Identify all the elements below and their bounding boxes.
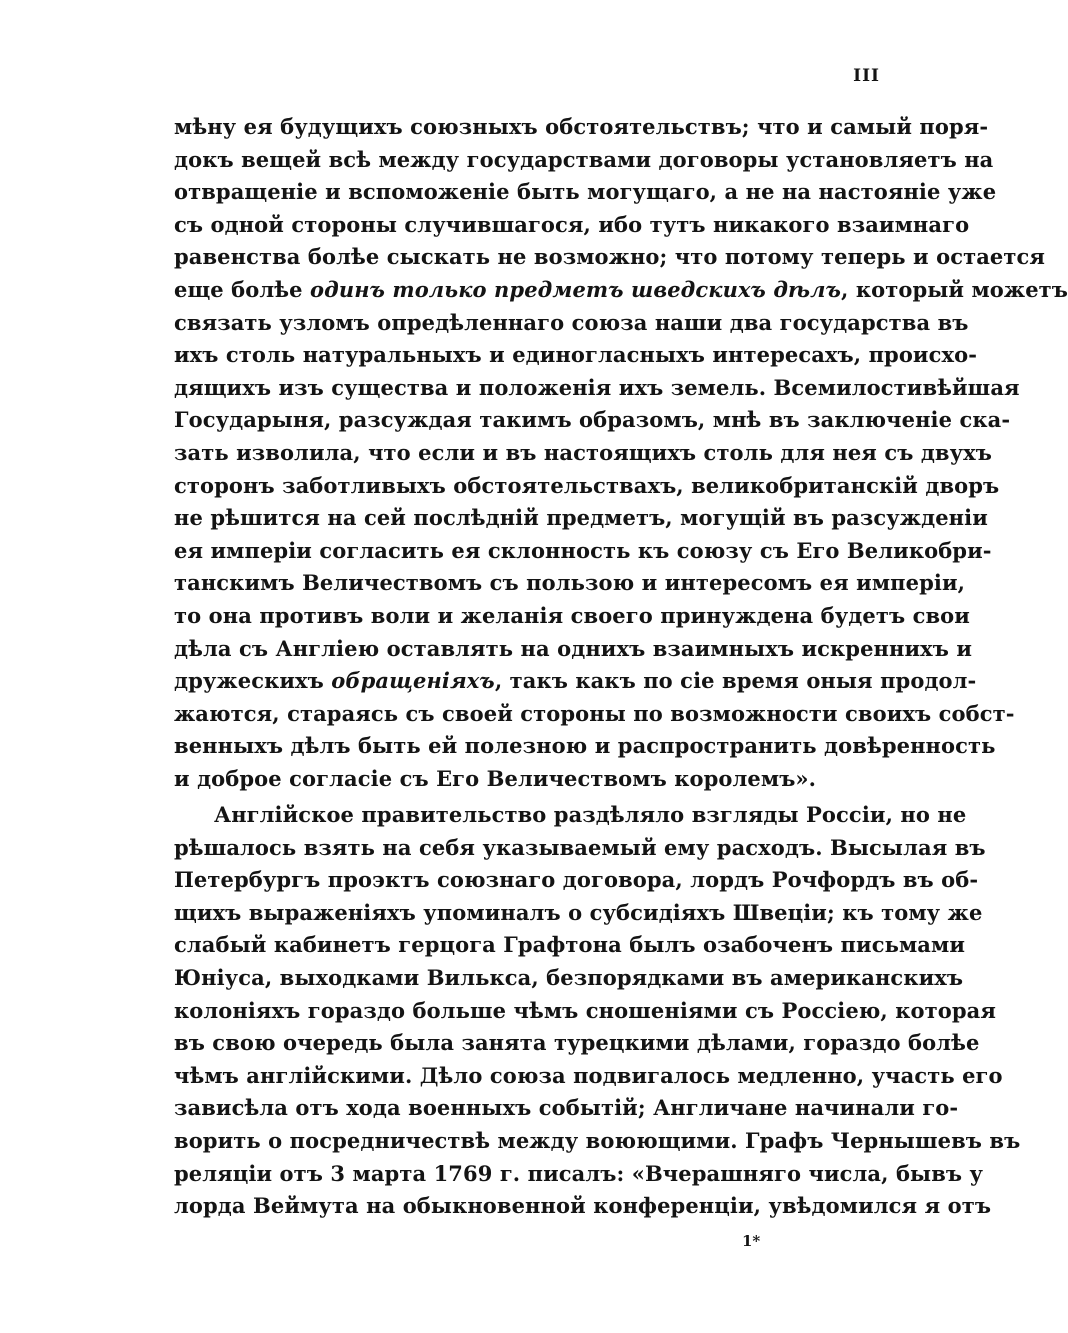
text-line: дружескихъ обращеніяхъ, такъ какъ по сіе время оныя продол- [174,668,977,694]
text-line: рѣшалось взять на себя указываемый ему расходъ. Высылая въ [174,834,986,860]
text-line: Петербургъ проэктъ союзнаго договора, лордъ Рочфордъ въ об- [174,867,979,893]
text-line: еще болѣе одинъ только предметъ шведскихъ дѣлъ, который можетъ [174,277,1068,302]
text-line: Юніуса, выходками Вилькса, безпорядками въ американскихъ [174,965,964,990]
text-line: реляціи отъ 3 марта 1769 г. писалъ: «Вчерашняго числа, бывъ у [174,1160,984,1186]
text-line: докъ вещей всѣ между государствами договоры установляетъ на [174,146,994,172]
text-line: съ одной стороны случившагося, ибо тутъ никакого взаимнаго [174,211,970,237]
text-line: чѣмъ англійскими. Дѣло союза подвигалось медленно, участь его [174,1062,1003,1088]
italic-word: обращеніяхъ [331,668,495,694]
text-line: ея имперіи согласить ея склонность къ союзу съ Его Великобри- [174,537,992,563]
text-line: венныхъ дѣлъ быть ей полезною и распространить довѣренность [174,733,996,759]
text-line: въ свою очередь была занята турецкими дѣлами, гораздо болѣе [174,1030,980,1056]
text-line: мѣну ея будущихъ союзныхъ обстоятельствъ; что и самый поря- [174,114,989,139]
text-line: равенства болѣе сыскать не возможно; что потому теперь и остается [174,244,1046,270]
text-line: и доброе согласіе съ Его Величествомъ королемъ». [174,766,817,791]
text-line: танскимъ Величествомъ съ пользою и интересомъ ея имперіи, [174,570,966,596]
text-line: не рѣшится на сей послѣдній предметъ, могущій въ разсужденіи [174,505,988,531]
text-line: Государыня, разсуждая такимъ образомъ, мнѣ въ заключеніе ска- [174,407,1011,433]
italic-phrase: одинъ только предметъ шведскихъ дѣлъ [310,277,842,302]
printer-signature-mark: 1* [742,1232,761,1250]
page-number: III [853,66,880,86]
text-line: то она противъ воли и желанія своего принуждена будетъ свои [174,603,970,628]
text-line: ворить о посредничествѣ между воюющими. Графъ Чернышевъ въ [174,1128,1021,1153]
text-line: слабый кабинетъ герцога Графтона былъ озабоченъ письмами [174,932,966,958]
text-line: щихъ выраженіяхъ упоминалъ о субсидіяхъ Швеціи; къ тому же [174,899,983,925]
text-line: лорда Веймута на обыкновенной конференціи, увѣдомился я отъ [174,1193,992,1219]
text-line: дящихъ изъ существа и положенія ихъ земель. Всемилостивѣйшая [174,374,1020,400]
text-line: отвращеніе и вспоможеніе быть могущаго, а не на настояніе уже [174,179,997,205]
text-line: связать узломъ опредѣленнаго союза наши два государства въ [174,309,969,335]
text-line: жаются, стараясь съ своей стороны по возможности своихъ собст- [174,700,1015,726]
text-line: дѣла съ Англіею оставлять на однихъ взаимныхъ искреннихъ и [174,635,973,661]
text-line: колоніяхъ гораздо больше чѣмъ сношеніями съ Россіею, которая [174,997,996,1023]
text-line: зать изволила, что если и въ настоящихъ столь для нея съ двухъ [174,440,992,465]
text-line: ихъ столь натуральныхъ и единогласныхъ интересахъ, происхо- [174,342,978,368]
text-line: зависѣла отъ хода военныхъ событій; Англичане начинали го- [174,1095,959,1121]
paragraph-start-line: Англійское правительство раздѣляло взгляды Россіи, но не [214,802,967,827]
text-line: сторонъ заботливыхъ обстоятельствахъ, великобританскій дворъ [174,472,1000,498]
